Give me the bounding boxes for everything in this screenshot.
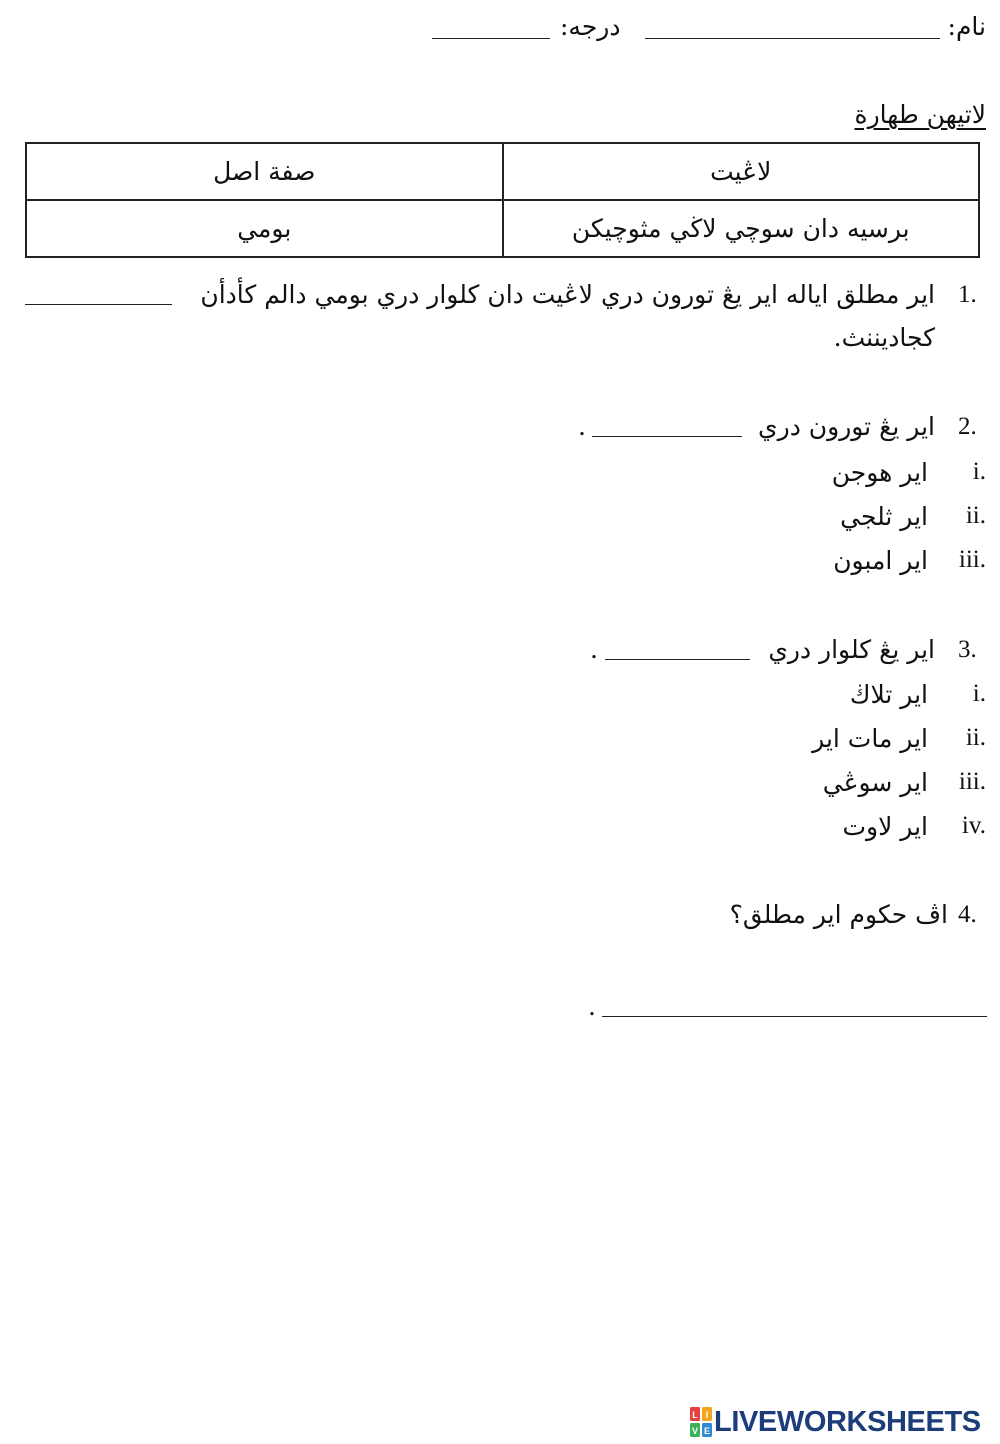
q3-option-label: iii. [958,768,986,795]
q3-option-text: اير لاوت [842,812,928,841]
name-label: نام: [947,12,986,41]
question-2-text: اير يڠ تورون دري [758,412,935,441]
question-4-number: 4. [958,901,977,928]
question-3-period: . [590,635,598,664]
q2-option-label: iii. [958,546,986,573]
q3-option-label: ii. [965,724,986,751]
table-header-row [26,143,979,200]
logo-text: LIVEWORKSHEETS [714,1406,981,1438]
q2-option-label: ii. [965,502,986,529]
logo-mark-letter: L [692,1410,698,1420]
q3-option-text: اير سوڠي [822,768,928,797]
question-1-text: اير مطلق اياله اير يڠ تورون دري لاڠيت دان کلوار دري بومي دالم کأدأن [200,280,935,309]
question-4-answer-blank[interactable] [602,994,987,1017]
question-1-number: 1. [958,281,977,308]
liveworksheets-logo [690,1405,990,1439]
question-3-text: اير يڠ کلوار دري [768,635,935,664]
question-2-number: 2. [958,413,977,440]
table-cell-right-value: برسيه دان سوچي لاڬي مثوچيکن [503,200,980,257]
q3-option-label: iv. [961,812,986,839]
q2-option-text: اير هوجن [831,458,928,487]
info-table [25,142,980,258]
q2-option-text: اير امبون [833,546,928,575]
question-1-text-continued: کجاديننث. [833,323,935,352]
table-cell-left-header: صفة اصل [26,143,503,200]
q2-option-text: اير ثلجي [840,502,928,531]
logo-mark-letter: E [703,1426,711,1436]
answer-period: . [588,992,596,1021]
question-4-text: اڤ حکوم اير مطلق؟ [729,900,948,929]
logo-mark-letter: I [705,1410,709,1420]
q3-option-text: اير تلاڬ [849,680,928,709]
name-input-blank[interactable] [645,16,940,39]
grade-label: درجه: [560,12,621,41]
q3-option-text: اير مات اير [812,724,928,753]
logo-mark-letter: V [691,1426,699,1436]
question-1-answer-blank[interactable] [25,282,172,305]
logo-mark-icon [690,1407,712,1437]
table-cell-right-header: لاڠيت [503,143,980,200]
q2-option-label: i. [972,458,986,485]
question-3-number: 3. [958,636,977,663]
worksheet-title: لاتيهن طهارة [854,100,986,129]
table-cell-left-value: بومي [26,200,503,257]
question-3-answer-blank[interactable] [605,637,750,660]
q3-option-label: i. [972,680,986,707]
grade-input-blank[interactable] [432,16,550,39]
question-2-answer-blank[interactable] [592,414,742,437]
question-2-period: . [578,412,586,441]
table-row [26,200,979,257]
